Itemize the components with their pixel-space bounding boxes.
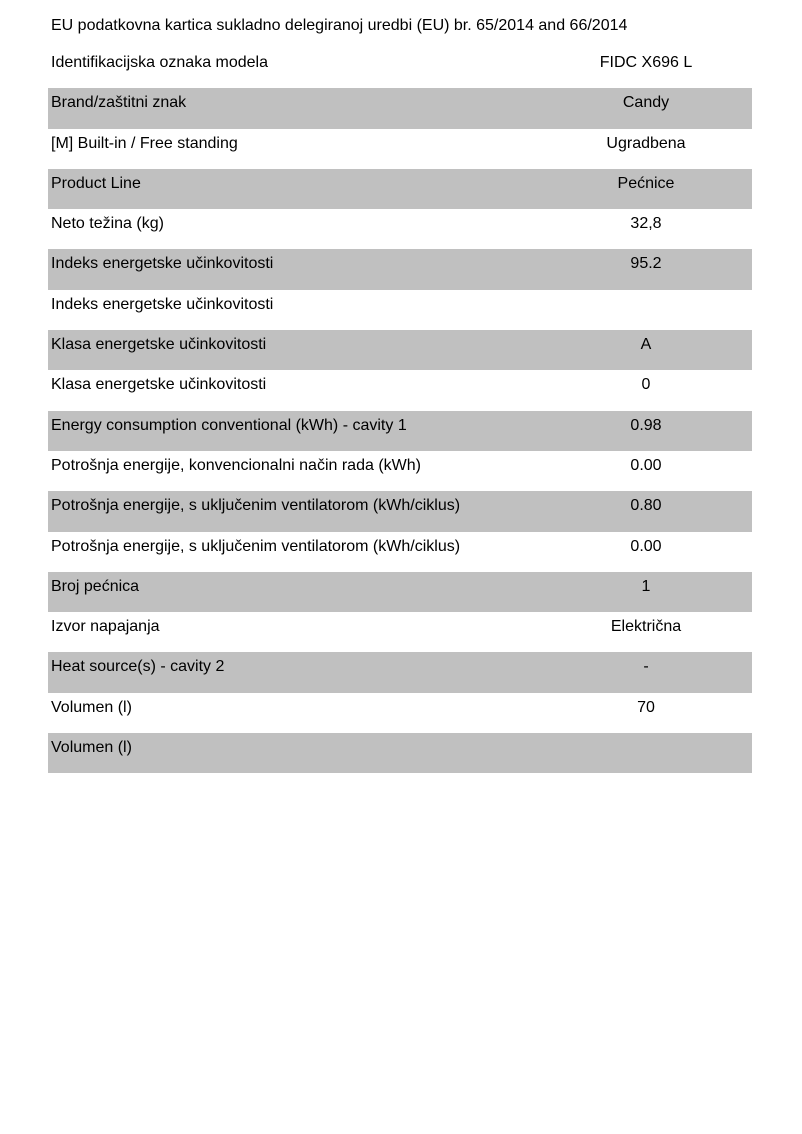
row-label: Indeks energetske učinkovitosti (51, 295, 274, 313)
row-value: 0 (641, 376, 651, 394)
row-label: Product Line (51, 174, 141, 192)
row-label: Energy consumption conventional (kWh) - cavity 1 (51, 416, 407, 434)
row-value: 95.2 (630, 255, 662, 273)
table-row-energy-fan-1 (48, 491, 752, 531)
row-value: 0.98 (630, 416, 662, 434)
table-row-power-source (48, 612, 752, 652)
row-value: Ugradbena (606, 134, 686, 152)
table-row-built-in (48, 129, 752, 169)
table-row-product-line (48, 169, 752, 209)
row-label: Identifikacijska oznaka modela (51, 54, 269, 71)
row-value: Pećnice (617, 174, 675, 192)
table-row-energy-index-1 (48, 249, 752, 289)
table-row-model-id (48, 48, 752, 88)
row-label: Neto težina (kg) (51, 215, 164, 233)
row-label: Heat source(s) - cavity 2 (51, 658, 225, 676)
table-row-volume-2 (48, 733, 752, 773)
row-label: Broj pećnica (51, 577, 140, 595)
row-label: Brand/zaštitni znak (51, 94, 187, 112)
row-value: FIDC X696 L (599, 54, 693, 71)
row-label: [M] Built-in / Free standing (51, 134, 238, 152)
row-value: 1 (641, 577, 651, 595)
row-value: Candy (622, 94, 670, 112)
row-value: Električna (610, 618, 682, 636)
table-row-net-weight (48, 209, 752, 249)
row-label: Klasa energetske učinkovitosti (51, 336, 267, 354)
row-label: Izvor napajanja (51, 618, 160, 636)
row-label: Klasa energetske učinkovitosti (51, 376, 267, 394)
table-row-energy-class-2 (48, 370, 752, 410)
row-value: 0.00 (630, 537, 662, 555)
row-value: 32,8 (630, 215, 662, 233)
row-value: 0.80 (630, 497, 662, 515)
row-label: Indeks energetske učinkovitosti (51, 255, 274, 273)
table-row-energy-conventional (48, 451, 752, 491)
table-row-energy-index-2 (48, 290, 752, 330)
table-row-volume-1 (48, 693, 752, 733)
table-row-energy-conventional-cavity-1 (48, 411, 752, 451)
document-title: EU podatkovna kartica sukladno delegiranoj uredbi (EU) br. 65/2014 and 66/2014 (51, 17, 628, 34)
row-value: A (640, 336, 652, 354)
table-row-energy-class-1 (48, 330, 752, 370)
row-value: 0.00 (630, 456, 662, 474)
row-value: - (643, 658, 649, 676)
row-value: 70 (637, 698, 655, 716)
row-label: Potrošnja energije, s uključenim ventilatorom (kWh/ciklus) (51, 497, 461, 515)
row-label: Volumen (l) (51, 698, 132, 716)
product-data-table (48, 48, 752, 773)
table-row-heat-source-cavity-2 (48, 652, 752, 692)
table-row-energy-fan-2 (48, 532, 752, 572)
row-label: Potrošnja energije, s uključenim ventilatorom (kWh/ciklus) (51, 537, 461, 555)
row-label: Volumen (l) (51, 739, 132, 757)
row-label: Potrošnja energije, konvencionalni način rada (kWh) (51, 456, 421, 474)
table-row-oven-count (48, 572, 752, 612)
table-row-brand (48, 88, 752, 128)
